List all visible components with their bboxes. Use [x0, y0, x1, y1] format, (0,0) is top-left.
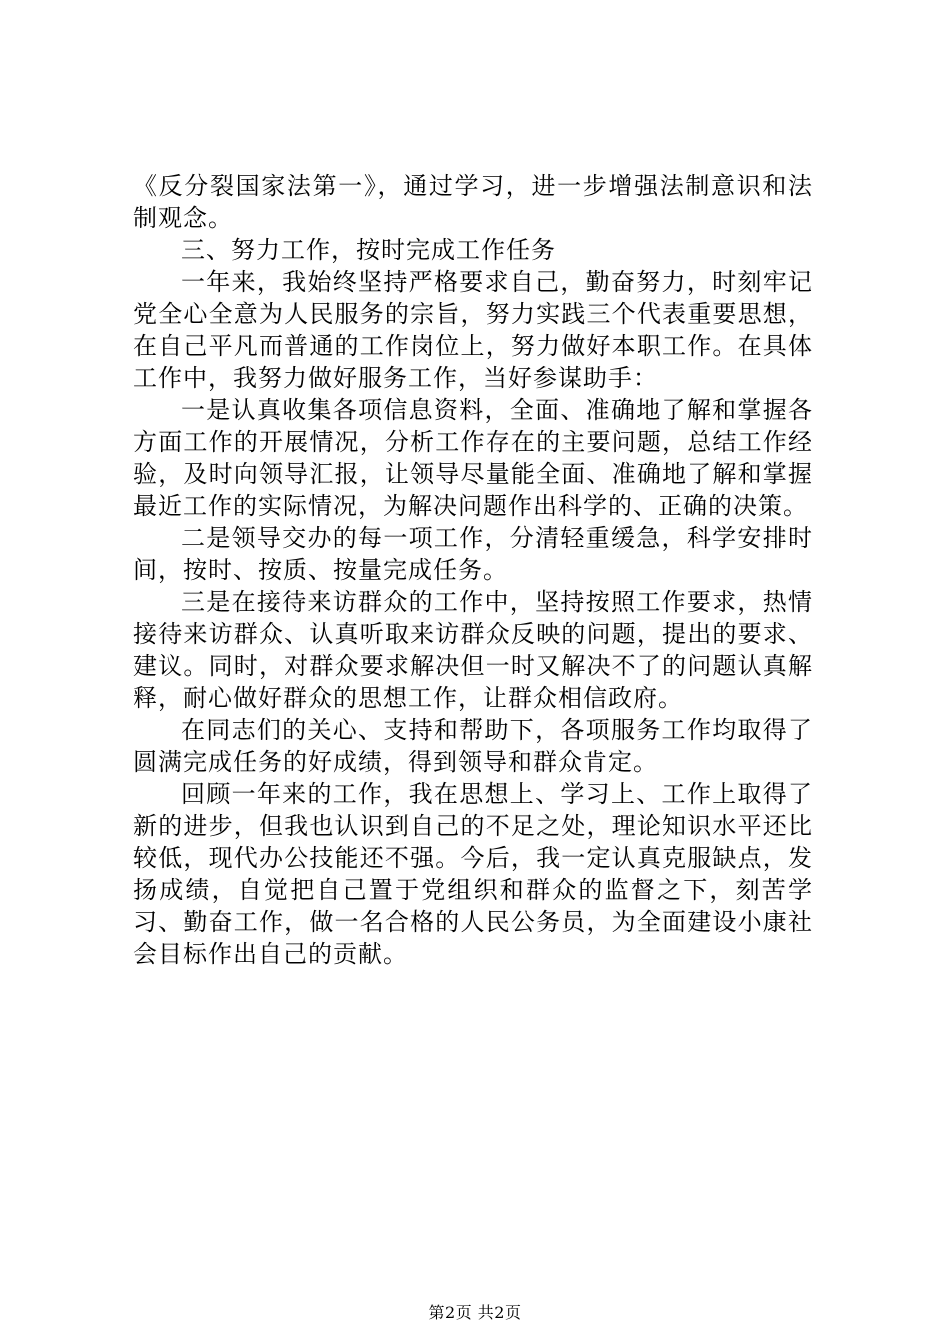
paragraph-item-one: 一是认真收集各项信息资料，全面、准确地了解和掌握各方面工作的开展情况，分析工作存在的主要问题，总结工作经验，及时向领导汇报，让领导尽量能全面、准确地了解和掌握最近工作的实际情况，为解决问题作出科学的、正确的决策。	[133, 396, 813, 520]
document-body	[133, 170, 813, 970]
section-heading-work: 三、努力工作，按时完成工作任务	[181, 236, 556, 264]
page-footer: 第2页 共2页	[428, 1303, 522, 1322]
paragraph-law-study: 《反分裂国家法第一》，通过学习，进一步增强法制意识和法制观念。	[133, 172, 813, 232]
paragraph-achievement: 在同志们的关心、支持和帮助下，各项服务工作均取得了圆满完成任务的好成绩，得到领导和群众肯定。	[133, 716, 813, 776]
paragraph-year-summary: 一年来，我始终坚持严格要求自己，勤奋努力，时刻牢记党全心全意为人民服务的宗旨，努力实践三个代表重要思想，在自己平凡而普通的工作岗位上，努力做好本职工作。在具体工作中，我努力做好服务工作，当好参谋助手：	[133, 268, 813, 392]
paragraph-review: 回顾一年来的工作，我在思想上、学习上、工作上取得了新的进步，但我也认识到自己的不足之处，理论知识水平还比较低，现代办公技能还不强。今后，我一定认真克服缺点，发扬成绩，自觉把自己置于党组织和群众的监督之下，刻苦学习、勤奋工作，做一名合格的人民公务员，为全面建设小康社会目标作出自己的贡献。	[133, 780, 813, 968]
paragraph-item-three: 三是在接待来访群众的工作中，坚持按照工作要求，热情接待来访群众、认真听取来访群众反映的问题，提出的要求、建议。同时，对群众要求解决但一时又解决不了的问题认真解释，耐心做好群众的思想工作，让群众相信政府。	[133, 588, 813, 712]
paragraph-item-two: 二是领导交办的每一项工作，分清轻重缓急，科学安排时间，按时、按质、按量完成任务。	[133, 524, 813, 584]
